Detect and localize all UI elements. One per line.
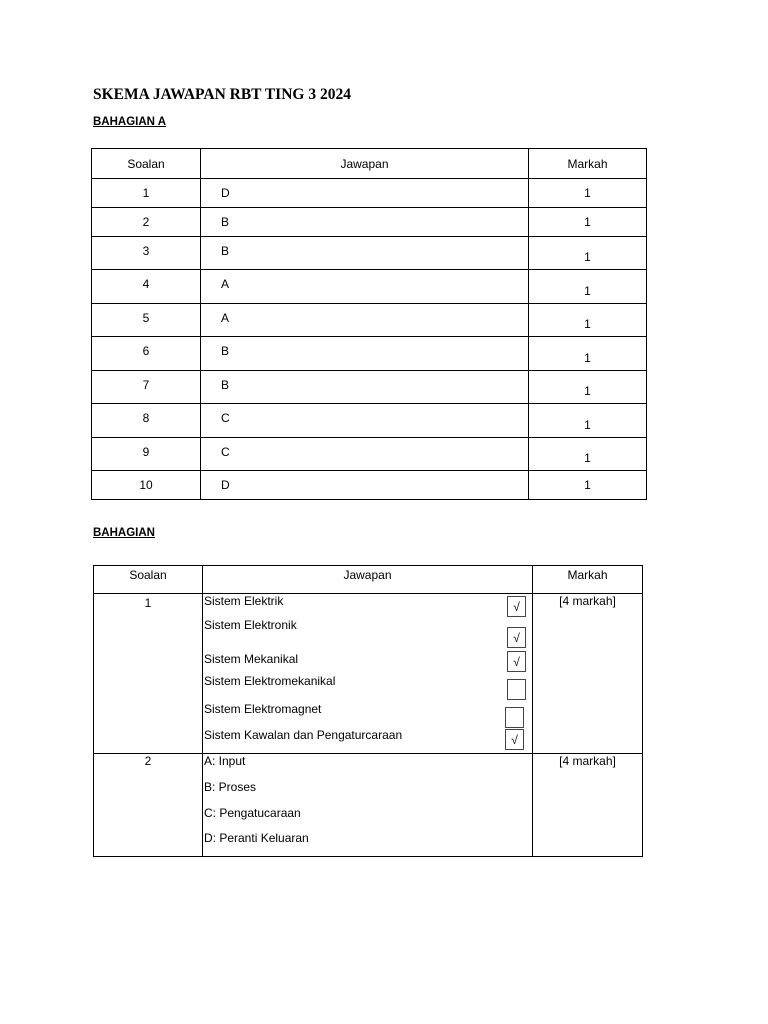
section-b-heading: BAHAGIAN (93, 527, 155, 539)
header-jawapan: Jawapan (201, 149, 529, 179)
mark: 1 (584, 478, 591, 492)
mark: 1 (584, 215, 591, 229)
check-box (507, 679, 526, 700)
table-row (94, 594, 643, 754)
table-row (92, 438, 647, 471)
table-row (92, 471, 647, 500)
check-box: √ (507, 651, 526, 672)
option-label: Sistem Mekanikal (204, 652, 299, 666)
answer-cell (203, 594, 533, 754)
option-label: Sistem Elektromekanikal (204, 674, 336, 688)
header-jawapan: Jawapan (203, 566, 533, 594)
mark: [4 markah] (533, 754, 643, 857)
answer: B (221, 344, 230, 358)
header-soalan: Soalan (92, 149, 201, 179)
mark: 1 (584, 451, 591, 465)
table-row (92, 208, 647, 237)
answer: D (221, 478, 230, 492)
answer: D (221, 186, 230, 200)
table-row (92, 237, 647, 270)
check-box: √ (507, 627, 526, 648)
answer: C (221, 445, 230, 459)
mark: 1 (584, 317, 591, 331)
answer-line: B: Proses (204, 780, 257, 794)
answer: B (221, 378, 230, 392)
mark: 1 (584, 284, 591, 298)
question-number: 1 (94, 594, 203, 754)
section-b-table (93, 565, 643, 857)
mark: 1 (584, 418, 591, 432)
table-row (92, 404, 647, 438)
check-box (505, 707, 524, 728)
table-header-row (94, 566, 643, 594)
section-a-table (91, 148, 647, 500)
mark: 1 (584, 351, 591, 365)
header-markah: Markah (529, 149, 647, 179)
table-header-row (92, 149, 647, 179)
document-title: SKEMA JAWAPAN RBT TING 3 2024 (93, 86, 351, 103)
answer: A (221, 311, 230, 325)
table-row (94, 754, 643, 857)
answer-cell (203, 754, 533, 857)
table-row (92, 337, 647, 371)
mark: 1 (584, 250, 591, 264)
answer: B (221, 244, 230, 258)
section-a-heading: BAHAGIAN A (93, 116, 167, 128)
option-label: Sistem Elektronik (204, 618, 297, 632)
table-row (92, 371, 647, 404)
question-number: 9 (142, 445, 150, 459)
question-number: 3 (142, 244, 150, 258)
question-number: 7 (142, 378, 150, 392)
mark: 1 (584, 186, 591, 200)
table-row (92, 179, 647, 208)
option-label: Sistem Elektromagnet (204, 702, 322, 716)
question-number: 5 (142, 311, 150, 325)
mark: 1 (584, 384, 591, 398)
table-row (92, 270, 647, 304)
answer-line: C: Pengatucaraan (204, 806, 301, 820)
answer-line: A: Input (204, 754, 246, 768)
check-box: √ (507, 596, 526, 617)
header-soalan: Soalan (94, 566, 203, 594)
option-label: Sistem Elektrik (204, 594, 284, 608)
question-number: 2 (94, 754, 203, 857)
table-row (92, 304, 647, 337)
question-number: 6 (142, 344, 150, 358)
answer: B (221, 215, 230, 229)
answer-line: D: Peranti Keluaran (204, 831, 309, 845)
answer: C (221, 411, 230, 425)
question-number: 1 (142, 186, 150, 200)
header-markah: Markah (533, 566, 643, 594)
check-box: √ (505, 729, 524, 750)
answer: A (221, 277, 230, 291)
option-label: Sistem Kawalan dan Pengaturcaraan (204, 728, 403, 742)
question-number: 4 (142, 277, 150, 291)
question-number: 2 (142, 215, 150, 229)
mark: [4 markah] (533, 594, 643, 754)
question-number: 8 (142, 411, 150, 425)
question-number: 10 (139, 478, 153, 492)
